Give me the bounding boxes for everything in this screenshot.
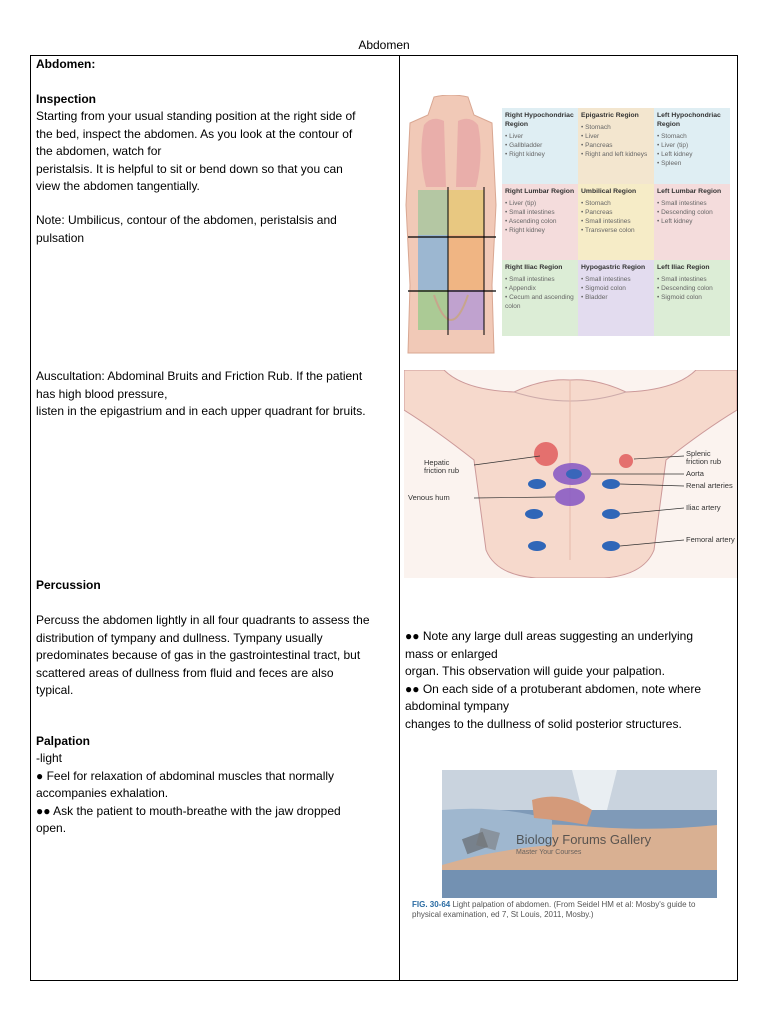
hepatic-rub-spot [534, 442, 558, 466]
label-venous: Venous hum [408, 493, 450, 502]
region-organ: • Small intestines [581, 276, 631, 283]
regions-table [502, 108, 730, 336]
femoral-spot [528, 541, 546, 551]
venous-hum-spot [555, 488, 585, 506]
region-organ: • Small intestines [581, 218, 631, 225]
region-cell [578, 108, 654, 184]
figure-number: FIG. 30-64 [412, 900, 451, 909]
inspection-note: Note: Umbilicus, contour of the abdomen, peristalsis and pulsation [36, 213, 337, 245]
palpation-text: -light ● Feel for relaxation of abdominal muscles that normally accompanies exhalation. ●● Ask the patient to mouth-breathe with the jaw dropped open. [36, 751, 341, 835]
inspection-text: Starting from your usual standing position at the right side of the bed, inspect the abdomen. As you look at the contour of the abdomen, watch for peristalsis. It is helpful to sit or bend down so that you can view the abdomen tangentially. [36, 109, 356, 193]
auscultation-diagram [404, 370, 737, 578]
column-divider [399, 56, 400, 980]
page-title: Abdomen [358, 38, 410, 52]
svg-text:Master Your Courses: Master Your Courses [516, 849, 582, 856]
region-title: Left Iliac Region [657, 264, 710, 271]
region-organ: • Right and left kidneys [581, 151, 648, 158]
auscultation-text: Auscultation: Abdominal Bruits and Friction Rub. If the patient has high blood pressure, listen in the epigastrium and in each upper quadrant for bruits. [36, 369, 366, 418]
region-organ: • Ascending colon [505, 218, 557, 225]
region-organ: • Left kidney [657, 218, 693, 225]
region-cell [654, 260, 730, 336]
region-organ: • Sigmoid colon [657, 294, 702, 301]
region-organ: • Left kidney [657, 151, 693, 158]
region-organ: • Bladder [581, 294, 608, 301]
palpation-title: Palpation [36, 734, 91, 748]
region-organ: • Right kidney [505, 151, 545, 158]
region-title: Umbilical Region [581, 188, 637, 195]
region-organ: • Pancreas [581, 209, 613, 216]
region-organ: • Transverse colon [581, 227, 635, 234]
region-title: Right Lumbar Region [505, 188, 575, 195]
region-organ: • Descending colon [657, 209, 713, 216]
region-organ: • Small intestines [505, 276, 555, 283]
renal-spot [528, 479, 546, 489]
region-organ: • Pancreas [581, 142, 613, 149]
region-organ: • Spleen [657, 160, 682, 167]
region-title: Right Iliac Region [505, 264, 563, 271]
region-title: Left Hypochondriac Region [657, 112, 721, 128]
region-organ: • Right kidney [505, 227, 545, 234]
section-heading: Abdomen: [36, 57, 96, 71]
region-organ: • Liver [581, 133, 600, 140]
percussion-notes: ●● Note any large dull areas suggesting an underlying mass or enlarged organ. This observation will guide your palpation. ●● On each side of a protuberant abdomen, note where abdominal tympany changes to the dullness of solid posterior structures. [405, 629, 702, 731]
region-organ: • Small intestines [657, 200, 707, 207]
region-organ: • Liver (tip) [505, 200, 537, 207]
region-cell [654, 108, 730, 184]
percussion-text: Percuss the abdomen lightly in all four quadrants to assess the distribution of tympany and dullness. Tympany usually predominates because of gas in the gastrointestinal tract, but scattered areas of dullness from fluid and feces are also typical. [36, 613, 370, 697]
region-organ: • Cecum and ascending colon [505, 294, 574, 310]
region-cell [502, 108, 578, 184]
region-organ: • Stomach [581, 124, 611, 131]
region-organ: • Stomach [581, 200, 611, 207]
label-aorta: Aorta [686, 469, 704, 478]
photo-caption: FIG. 30-64 Light palpation of abdomen. (From Seidel HM et al: Mosby's guide to physical examination, ed 7, St Louis, 2011, Mosby.) [412, 900, 696, 919]
label-splenic: Splenic [686, 449, 711, 458]
label-renal: Renal arteries [686, 481, 733, 490]
region-cell [578, 260, 654, 336]
label-iliac: Iliac artery [686, 503, 721, 512]
region-title: Hypogastric Region [581, 264, 646, 271]
region-organ: • Appendix [505, 285, 536, 292]
region-organ: • Descending colon [657, 285, 713, 292]
region-cell [654, 184, 730, 260]
palpation-photo [442, 770, 717, 898]
percussion-title: Percussion [36, 578, 101, 592]
svg-text:Biology Forums Gallery: Biology Forums Gallery [516, 832, 652, 847]
region-organ: • Sigmoid colon [581, 285, 626, 292]
region-organ: • Liver [505, 133, 524, 140]
region-cell [578, 184, 654, 260]
region-title: Right Hypochondriac Region [505, 112, 574, 128]
region-title: Left Lumbar Region [657, 188, 722, 195]
region-organ: • Liver (tip) [657, 142, 689, 149]
region-title: Epigastric Region [581, 112, 639, 119]
svg-text:friction rub: friction rub [424, 466, 460, 475]
label-femoral: Femoral artery [686, 535, 735, 544]
region-organ: • Small intestines [505, 209, 555, 216]
region-organ: • Gallbladder [505, 142, 543, 149]
label-hepatic: Hepatic [424, 458, 450, 467]
inspection-title: Inspection [36, 92, 97, 106]
region-cell [502, 184, 578, 260]
splenic-rub-spot [619, 454, 633, 468]
region-organ: • Stomach [657, 133, 687, 140]
region-organ: • Small intestines [657, 276, 707, 283]
svg-text:friction rub: friction rub [686, 457, 722, 466]
iliac-spot [525, 509, 543, 519]
region-cell [502, 260, 578, 336]
abdominal-regions-figure [404, 95, 498, 355]
